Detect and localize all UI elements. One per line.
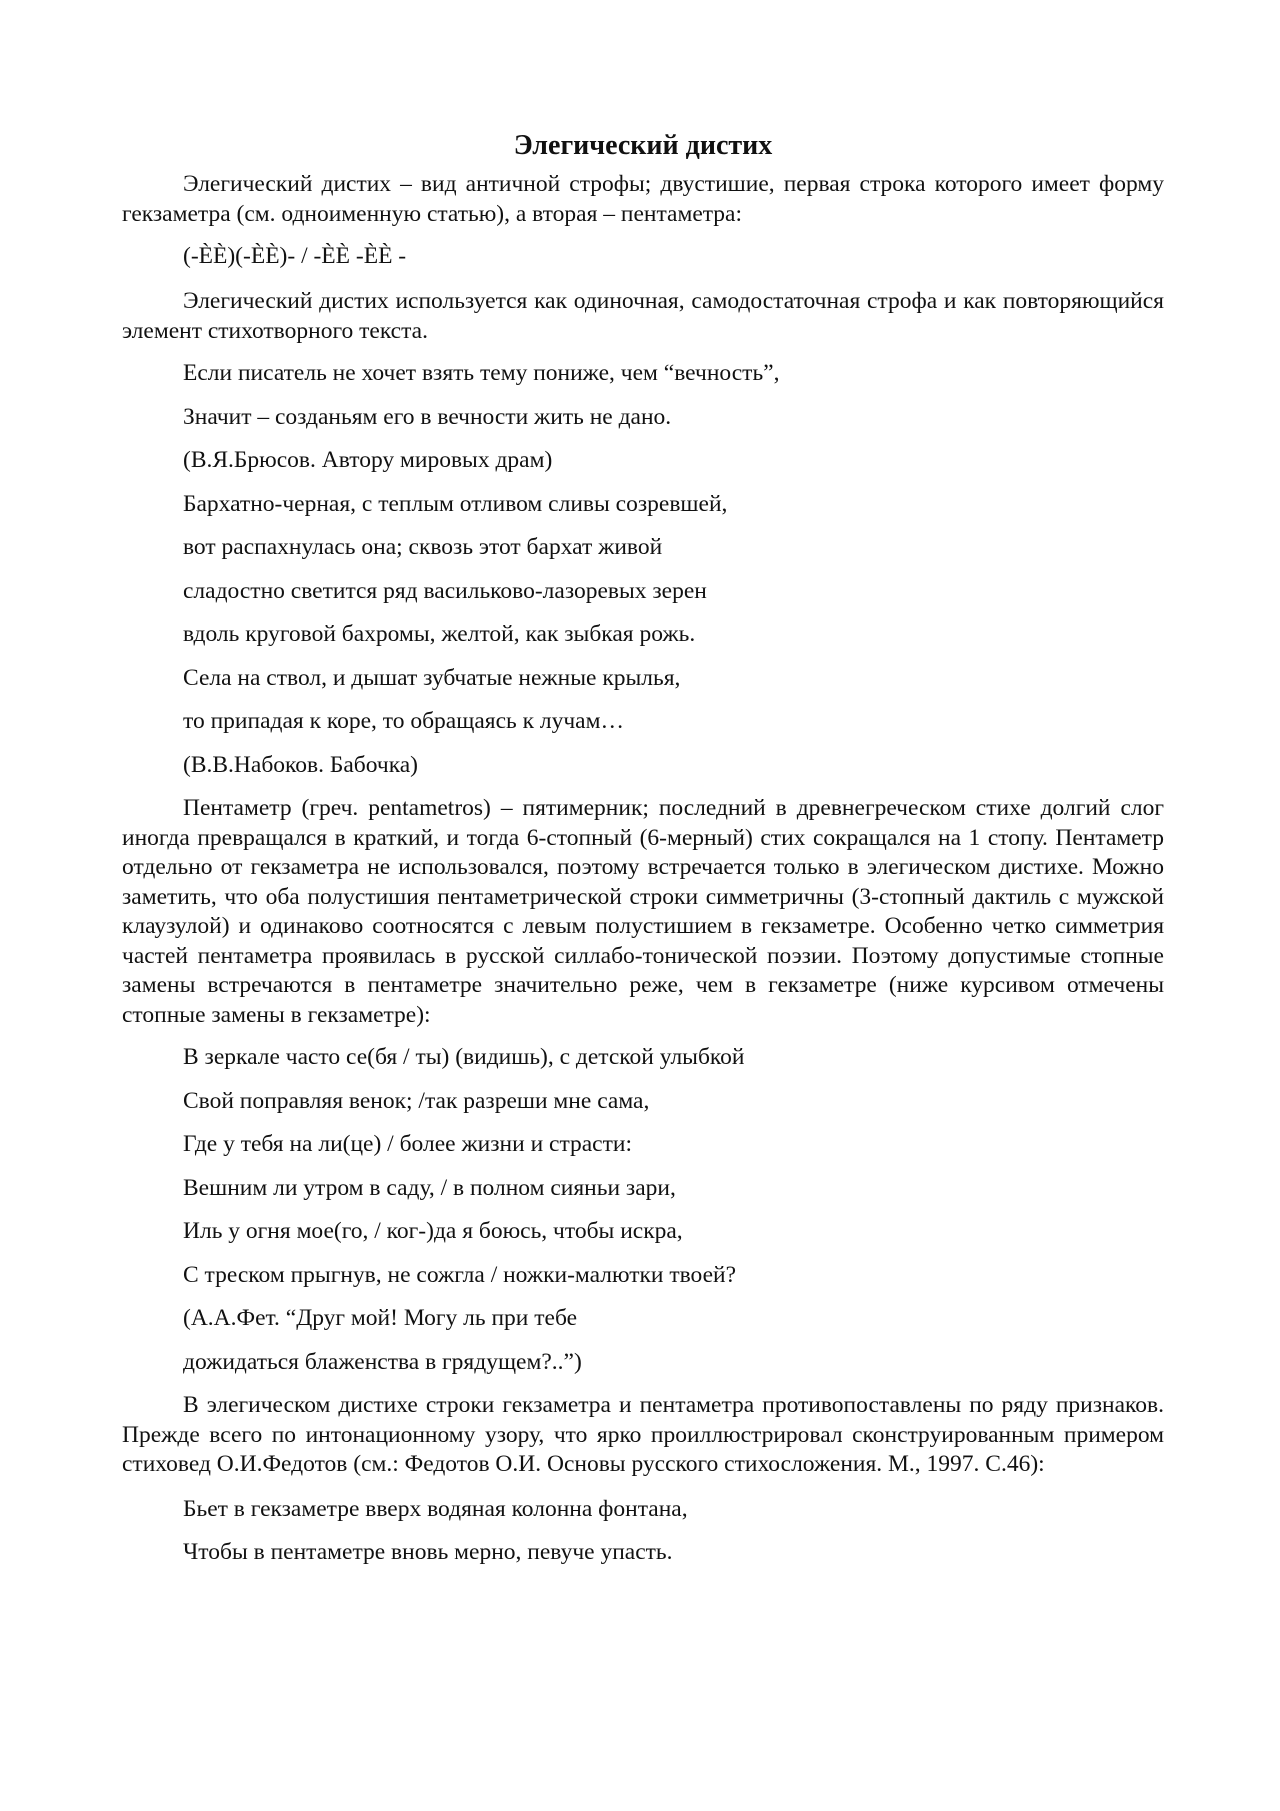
verse-line: Бархатно-черная, с теплым отливом сливы созревшей, — [183, 490, 728, 517]
verse-attribution: (В.Я.Брюсов. Автору мировых драм) — [183, 447, 553, 473]
meter-formula: (-ÈÈ)(-ÈÈ)- / -ÈÈ -ÈÈ - — [183, 243, 407, 269]
document-page — [122, 118, 1164, 1582]
verse-line: сладостно светится ряд васильково-лазоревых зерен — [183, 577, 707, 604]
verse-line: Значит – созданьям его в вечности жить не дано. — [183, 403, 672, 430]
document-title: Элегический дистих — [513, 130, 773, 161]
usage-paragraph: Элегический дистих используется как одиночная, самодостаточная строфа и как повторяющийся элемент стихотворного текста. — [122, 288, 1164, 344]
verse-line: Свой поправляя венок; /так разреши мне сама, — [183, 1087, 650, 1114]
verse-line: Бьет в гекзаметре вверх водяная колонна фонтана, — [183, 1495, 688, 1522]
verse-line: Иль у огня мое(го, / ког-)да я боюсь, чтобы искра, — [183, 1218, 683, 1244]
verse-line: Села на ствол, и дышат зубчатые нежные крылья, — [183, 664, 681, 691]
verse-attribution: (В.В.Набоков. Бабочка) — [183, 751, 419, 778]
verse-attribution: (А.А.Фет. “Друг мой! Могу ль при тебе — [183, 1305, 578, 1331]
pentameter-paragraph: Пентаметр (греч. pentametros) – пятимерник; последний в древнегреческом стихе долгий слог иногда превращался в краткий, и тогда 6-стопный (6-мерный) стих сокращался на 1 стопу. Пентаметр отдельно от гекзаметра не использовался, поэтому встречается только в элегическом дистихе. Можно заметить, что оба полустишия пентаметрической строки симметричны (3-стопный дактиль с мужской клаузулой) и одинаково соотносятся с левым полустишием в гекзаметре. Особенно четко симметрия частей пентаметра проявилась в русской силлабо-тонической поэзии. Поэтому допустимые стопные замены встречаются в пентаметре значительно реже, чем в гекзаметре (ниже курсивом отмечены стопные замены в гекзаметре): — [122, 795, 1164, 1028]
contrast-paragraph: В элегическом дистихе строки гекзаметра и пентаметра противопоставлены по ряду признаков. Прежде всего по интонационному узору, что ярко проиллюстрировал сконструированным примером стиховед О.И.Федотов (см.: Федотов О.И. Основы русского стихосложения. М., 1997. С.46): — [122, 1392, 1164, 1477]
verse-line: В зеркале часто се(бя / ты) (видишь), с детской улыбкой — [183, 1044, 745, 1070]
verse-line: Если писатель не хочет взять тему пониже, чем “вечность”, — [183, 360, 780, 386]
verse-line: вдоль круговой бахромы, желтой, как зыбкая рожь. — [183, 621, 696, 647]
verse-line: С треском прыгнув, не сожгла / ножки-малютки твоей? — [183, 1261, 737, 1288]
verse-line: то припадая к коре, то обращаясь к лучам… — [183, 708, 624, 734]
verse-line: вот распахнулась она; сквозь этот бархат живой — [183, 534, 663, 560]
verse-attribution: дожидаться блаженства в грядущем?..”) — [183, 1348, 582, 1375]
verse-line: Вешним ли утром в саду, / в полном сияньи зари, — [183, 1174, 676, 1201]
intro-paragraph: Элегический дистих – вид античной строфы; двустишие, первая строка которого имеет форму гекзаметра (см. одноименную статью), а вторая – пентаметра: — [122, 171, 1164, 227]
verse-line: Чтобы в пентаметре вновь мерно, певуче упасть. — [183, 1539, 673, 1565]
verse-line: Где у тебя на ли(це) / более жизни и страсти: — [183, 1131, 632, 1157]
